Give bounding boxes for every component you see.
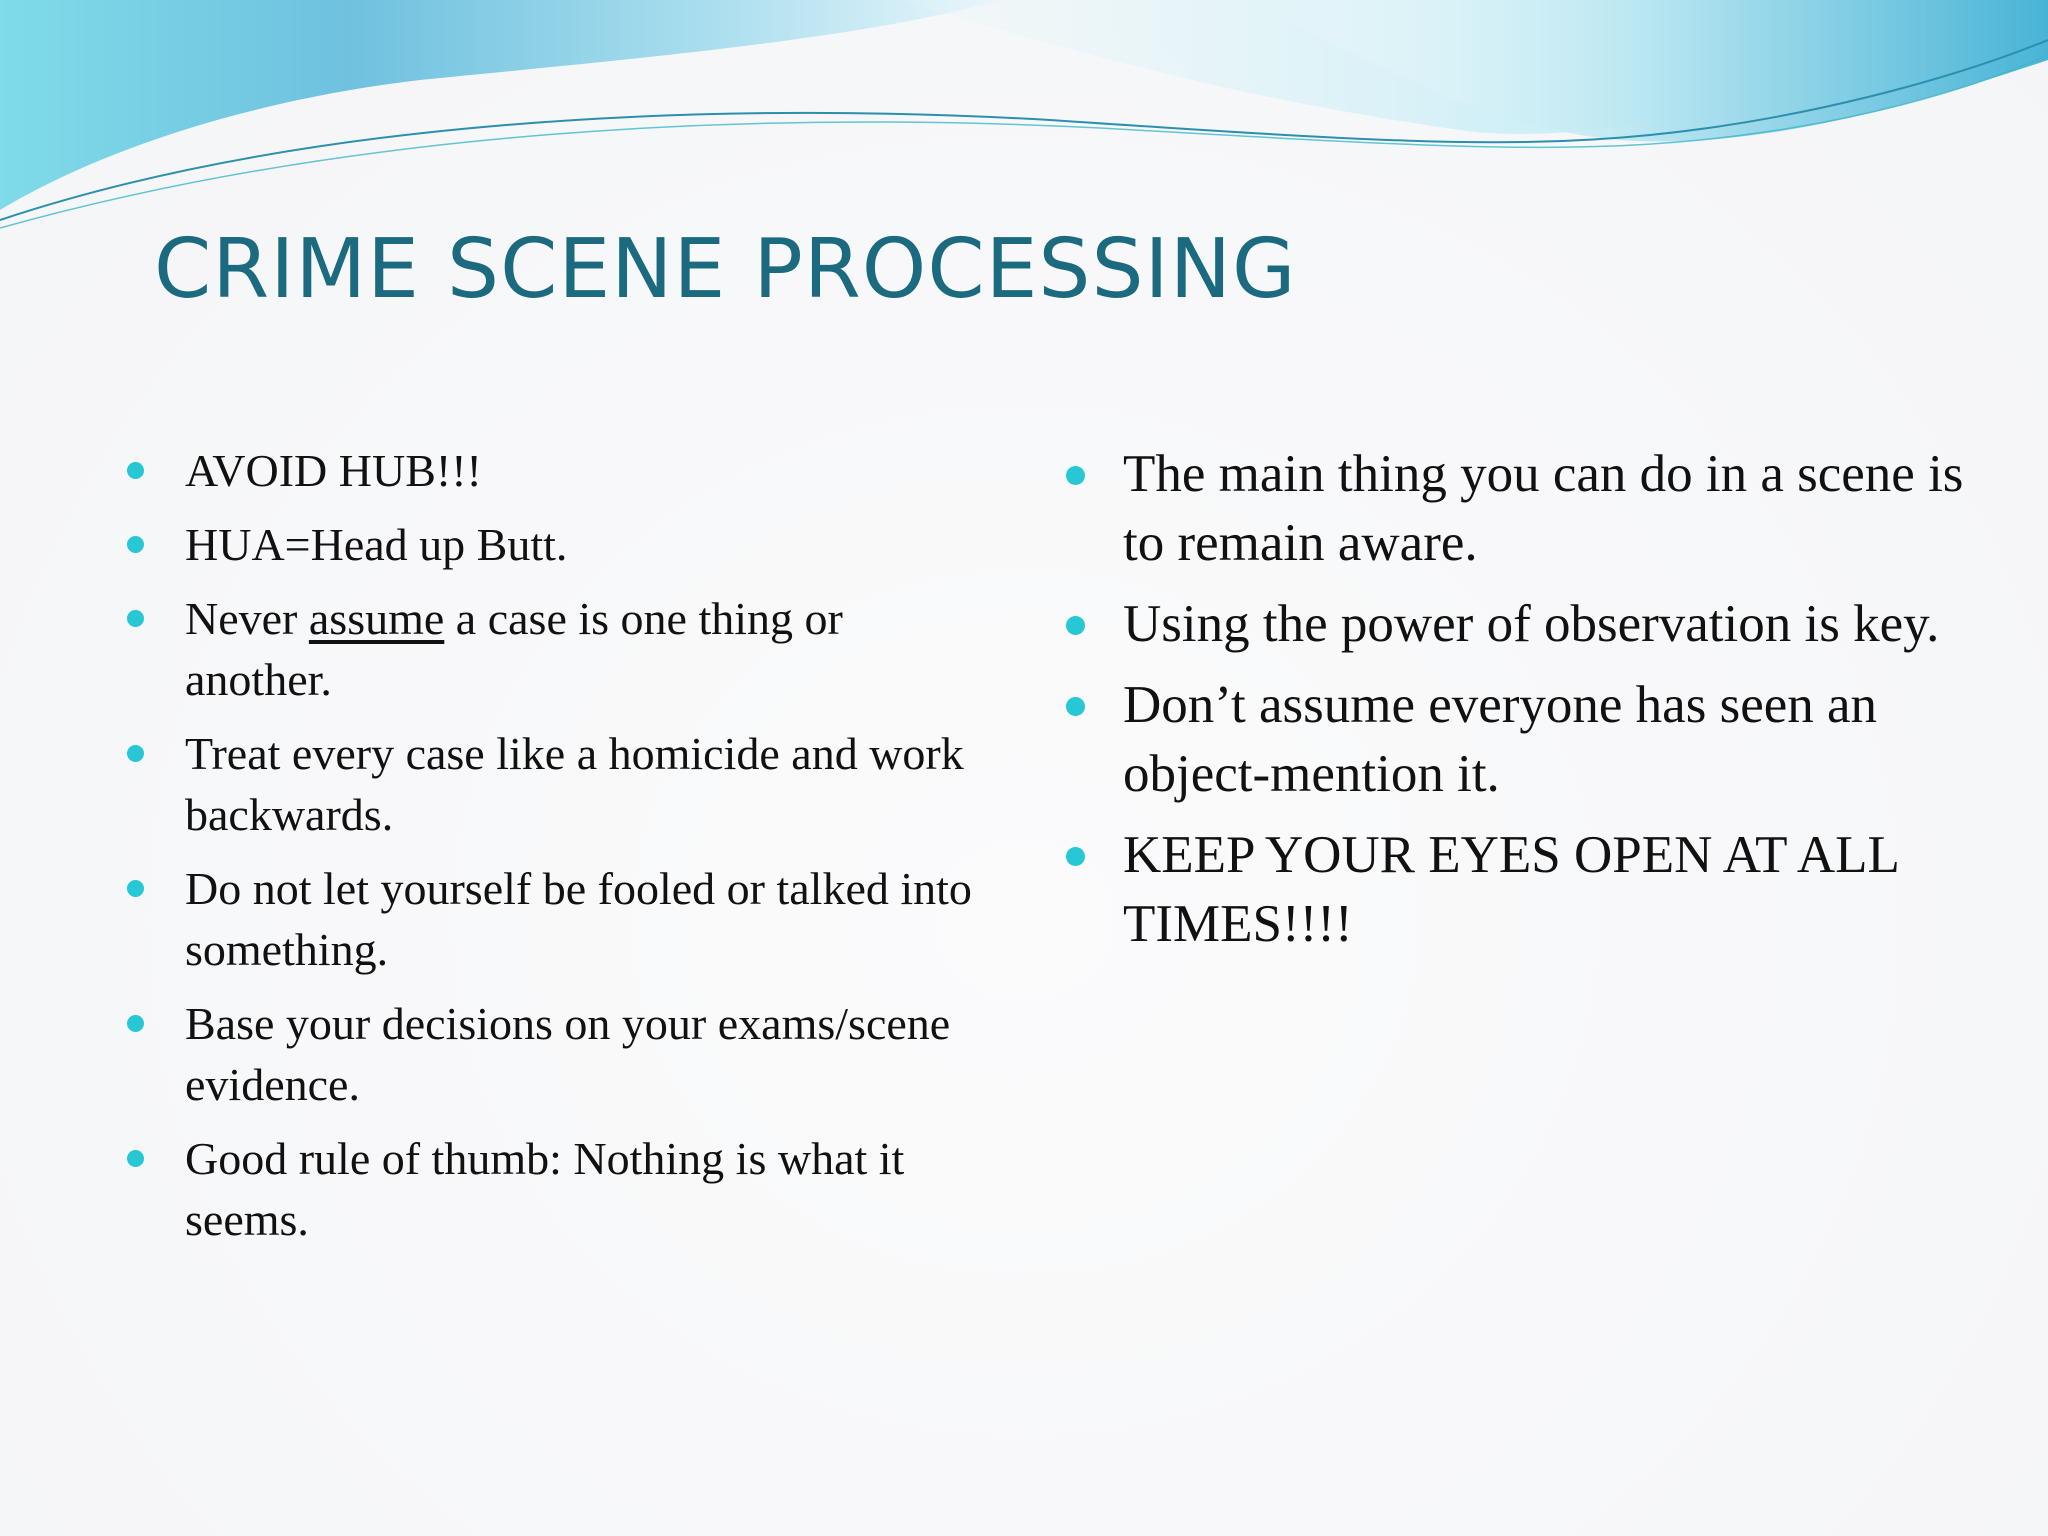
bullet-text: Don’t assume everyone has seen an object-mention it. [1123,676,1878,803]
list-item [127,588,997,710]
bullet-text: AVOID HUB!!! [185,445,482,496]
bullet-icon [127,1015,144,1032]
bullet-text: Base your decisions on your exams/scene evidence. [185,998,951,1110]
bullet-text: Good rule of thumb: Nothing is what it seems. [185,1133,905,1245]
bullet-text: Using the power of observation is key. [1123,595,1940,653]
list-item [127,514,997,575]
bullet-icon [127,462,144,479]
bullet-icon [1066,697,1085,716]
list-item [127,1128,997,1250]
bullet-text: The main thing you can do in a scene is to remain aware. [1123,445,1964,572]
bullet-text: Do not let yourself be fooled or talked into something. [185,863,972,975]
bullet-icon [127,610,144,627]
list-item [127,723,997,845]
list-item [127,993,997,1115]
bullet-icon [127,536,144,553]
bullet-icon [127,1150,144,1167]
list-item [127,440,997,501]
bullet-icon [1066,616,1085,635]
bullet-text-part: a case is one thing or another. [185,593,843,705]
right-bullet-list [1066,440,1966,971]
slide-title: CRIME SCENE PROCESSING [154,222,1297,317]
bullet-icon [1066,847,1085,866]
left-bullet-list [127,440,997,1263]
list-item [1066,590,1966,659]
bullet-text: KEEP YOUR EYES OPEN AT ALL TIMES!!!! [1123,826,1898,953]
list-item [1066,671,1966,809]
bullet-icon [127,880,144,897]
bullet-icon [1066,466,1085,485]
underlined-word: assume [308,593,445,644]
bullet-text: HUA=Head up Butt. [185,519,568,570]
list-item [1066,821,1966,959]
wave-banner [0,0,2048,240]
bullet-text-part: Never [185,593,309,644]
list-item [127,858,997,980]
bullet-icon [127,745,144,762]
list-item [1066,440,1966,578]
bullet-text: Treat every case like a homicide and work backwards. [185,728,964,840]
